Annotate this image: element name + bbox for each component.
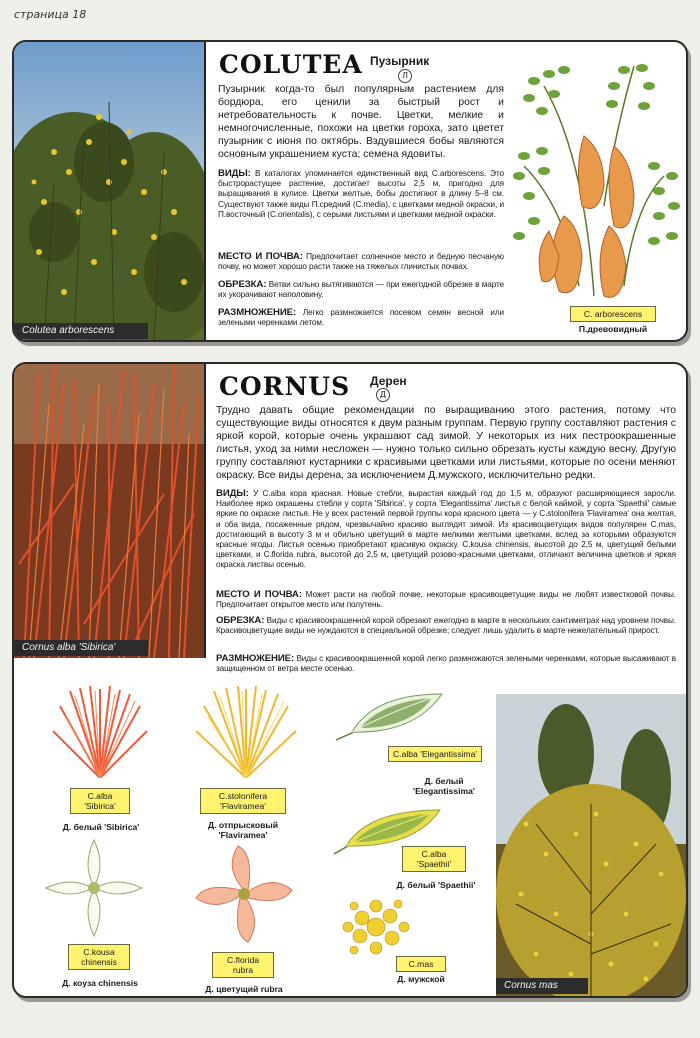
rus-c-florida-rubra: Д. цветущий rubra	[205, 984, 283, 994]
cornus-sibirica-photo	[14, 364, 204, 658]
cornus-propagation-text: Виды с красивоокрашенной корой легко размножаются зелеными черенками, которые высаживают в защищенном от ветра месте осенью.	[216, 654, 676, 674]
label-c-kousa-chinensis: C.kousa chinensis	[68, 944, 130, 970]
colutea-russian-name: Пузырник	[370, 54, 430, 68]
label-c-alba-sibirica: C.alba 'Sibirica'	[70, 788, 130, 814]
colutea-species-text: В каталогах упоминается единственный вид C.arborescens. Это быстрорастущее растение, достигает высоты 2,5 м, пригодно для выращивания в кулисе. Цветки желтые, бобы достигают в длину 5–8 см. Существуют также виды П.средний (C.media), с цветками медной окраски, и П.восточный (C.orientalis), с серыми листьями и цветками медной окраски.	[218, 169, 504, 219]
cornus-card	[12, 362, 688, 998]
cornus-prune-heading: ОБРЕЗКА:	[216, 615, 265, 626]
florida-flower-illustration	[194, 844, 294, 944]
colutea-photo-caption: Colutea arborescens	[14, 323, 148, 339]
flaviramea-stems-illustration	[194, 686, 298, 778]
cornus-propagation	[216, 654, 676, 674]
cornus-species-text: У C.alba кора красная. Новые стебли, вырастая каждый год до 1,5 м, образуют расширяющиеся заросли. Наиболее ярко окрашены стебли у сорта 'Sibirica', у сорта 'Elegantissima' листья с белой каймой, у сорта 'Spaethii' самые яркие по окраске листья. Не у всех растений первой группы кора красного цвета — у C.stolonifera 'Flaviramea' она желтая, и оба вида, посаженные рядом, чрезвычайно красиво выглядят зимой. Из красивоцветущих видов популярен C.mas, достигающий в высоту 3 м и обильно цветущий в марте мелкими желтыми цветками, вслед за которыми образуются красные ягоды. Листья осенью приобретают красивую окраску. C.kousa chinensis, высотой до 2,5 м, цветущий белыми цветками, и C.florida rubra, высотой до 2,5 м, цветущий розово-красными цветками, отличают величина цветков и яркая окраска листвы осенью.	[216, 489, 676, 570]
rus-c-alba-spaethii: Д. белый 'Spaethii'	[396, 880, 476, 890]
colutea-prune-heading: ОБРЕЗКА:	[218, 279, 267, 290]
cornus-species	[216, 489, 676, 571]
label-c-alba-elegantissima: C.alba 'Elegantissima'	[388, 746, 482, 762]
label-c-alba-spaethii: C.alba 'Spaethii'	[402, 846, 466, 872]
colutea-divider	[204, 42, 206, 340]
colutea-site	[218, 252, 504, 272]
cornus-site-text: Может расти на любой почве, некоторые красивоцветущие виды не любят известковой почвы. Предпочитает открытое место или полутень.	[216, 590, 676, 610]
rus-c-kousa-chinensis: Д. коуза chinensis	[62, 978, 138, 988]
cornus-site	[216, 590, 676, 610]
colutea-pods-illustration	[504, 56, 684, 304]
colutea-illustration-russian: П.древовидный	[578, 324, 648, 334]
cornus-russian-name: Дерен	[370, 374, 407, 388]
cornus-mas-photo	[496, 694, 686, 996]
page-number: страница 18	[14, 8, 87, 21]
rus-c-stolonifera-flaviramea: Д. отпрысковый 'Flaviramea'	[207, 820, 279, 840]
colutea-badge: Л	[398, 69, 412, 83]
colutea-species-heading: ВИДЫ:	[218, 168, 251, 179]
colutea-prune-text: Ветви сильно вытягиваются — при ежегодной обрезке в марте их укорачивают наполовину.	[218, 280, 504, 300]
kousa-flower-illustration	[42, 836, 146, 940]
cornus-sibirica-photo-caption: Cornus alba 'Sibirica'	[14, 640, 148, 656]
colutea-species	[218, 169, 504, 220]
colutea-card	[12, 40, 688, 342]
cornus-prune	[216, 616, 676, 636]
rus-c-alba-sibirica: Д. белый 'Sibirica'	[62, 822, 140, 832]
elegantissima-leaf-illustration	[334, 688, 446, 744]
colutea-propagation	[218, 308, 504, 328]
cornus-mas-photo-caption: Cornus mas	[496, 978, 588, 994]
colutea-prune	[218, 280, 504, 300]
cornus-divider	[204, 364, 206, 658]
colutea-site-text: Предпочитает солнечное место и бедную песчаную почву, но может хорошо расти также на тяжелых глинистых почвах.	[218, 252, 504, 272]
cornus-intro: Трудно давать общие рекомендации по выращиванию этого растения, потому что существующие виды относятся к двум разным группам. Первую группу составляют растения с яркой корой, которые очень украшают сад зимой. У некоторых из них пестроокрашенные листья, уход за ними несложен — нужно только сильно обрезать кусты каждую весну. Другую группу составляют кустарники с красивыми цветками или листьями, которые по осени меняют окраску. Все виды дерена, за исключением Д.мужского, исключительно редки.	[216, 405, 676, 481]
cornus-propagation-heading: РАЗМНОЖЕНИЕ:	[216, 653, 295, 664]
mas-flower-illustration	[340, 894, 412, 960]
colutea-photo	[14, 42, 204, 340]
label-c-florida-rubra: C.florida rubra	[212, 952, 274, 978]
cornus-site-heading: МЕСТО И ПОЧВА:	[216, 589, 302, 600]
colutea-illustration-label: C. arborescens	[570, 306, 656, 322]
rus-c-mas: Д. мужской	[397, 974, 445, 984]
cornus-species-heading: ВИДЫ:	[216, 488, 249, 499]
cornus-badge: Д	[376, 388, 390, 402]
cornus-prune-text: Виды с красивоокрашенной корой обрезают ежегодно в марте в нескольких сантиметрах над уровнем почвы. Красивоцветущие виды не нуждаются в специальной обрезке; следует лишь удалить в марте нежелательный прирост.	[216, 616, 677, 636]
label-c-mas: C.mas	[396, 956, 446, 972]
rus-c-alba-elegantissima: Д. белый 'Elegantissima'	[413, 776, 475, 796]
colutea-propagation-text: Легко размножается посевом семян весной или зелеными черенками летом.	[218, 308, 504, 328]
sibirica-stems-illustration	[50, 686, 150, 778]
cornus-title: CORNUS	[219, 372, 351, 401]
colutea-intro: Пузырник когда-то был популярным растением для бордюра, его ценили за быстрый рост и нетребовательность к почве. Цветки, мелкие и немногочисленные, похожи на цветки гороха, зато цветет пузырник с июня по октябрь. Вздувшиеся бобы являются основным украшением куста; семена ядовиты.	[218, 84, 504, 160]
colutea-propagation-heading: РАЗМНОЖЕНИЕ:	[218, 307, 297, 318]
colutea-title: COLUTEA	[219, 50, 363, 79]
colutea-site-heading: МЕСТО И ПОЧВА:	[218, 251, 303, 262]
label-c-stolonifera-flaviramea: C.stolonifera 'Flaviramea'	[200, 788, 286, 814]
